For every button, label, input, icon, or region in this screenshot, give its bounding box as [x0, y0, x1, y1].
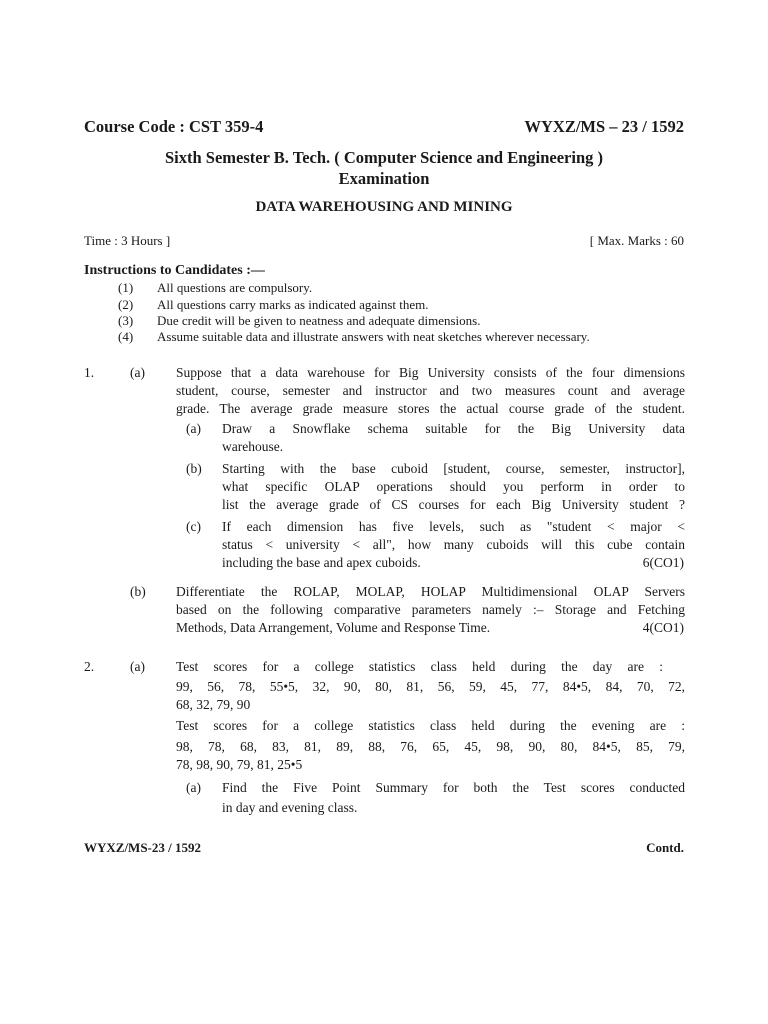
- question-text-line: what specific OLAP operations should you perform in order to: [222, 479, 685, 494]
- marks-label: 4(CO1): [642, 620, 684, 635]
- question-text-line: Test scores for a college statistics class held during the day are :: [176, 659, 663, 674]
- semester-line: Sixth Semester B. Tech. ( Computer Science and Engineering ): [164, 148, 603, 167]
- subpart-label: (c): [186, 519, 201, 534]
- time-allowed: Time : 3 Hours ]: [84, 233, 171, 248]
- question-text-line: Suppose that a data warehouse for Big University consists of the four dimensions: [176, 365, 685, 380]
- question-text-line: status < university < all", how many cuboids will this cube contain: [222, 537, 685, 552]
- question-text-line: 99, 56, 78, 55•5, 32, 90, 80, 81, 56, 59, 45, 77, 84•5, 84, 70, 72,: [176, 679, 685, 694]
- question-text-line: Draw a Snowflake schema suitable for the Big University data: [222, 421, 685, 436]
- max-marks: [ Max. Marks : 60: [589, 233, 684, 248]
- question-number: 1.: [84, 365, 95, 380]
- subpart-label: (a): [186, 780, 201, 795]
- examination-title: Examination: [338, 169, 430, 188]
- question-text-line: student, course, semester and instructor and two measures count and average: [176, 383, 685, 398]
- part-label: (a): [130, 659, 145, 674]
- course-code: Course Code : CST 359-4: [84, 117, 264, 136]
- instruction-text: All questions carry marks as indicated against them.: [157, 297, 429, 312]
- question-text-line: in day and evening class.: [222, 800, 358, 815]
- subpart-label: (b): [186, 461, 202, 476]
- question-text-line: Starting with the base cuboid [student, course, semester, instructor],: [222, 461, 685, 476]
- question-text-line: based on the following comparative parameters namely :– Storage and Fetching: [176, 602, 685, 617]
- question-text-line: warehouse.: [222, 439, 284, 454]
- footer-contd: Contd.: [646, 840, 684, 855]
- part-label: (b): [130, 584, 146, 599]
- marks-label: 6(CO1): [642, 555, 684, 570]
- instruction-number: (4): [118, 329, 134, 344]
- instructions-title: Instructions to Candidates :—: [84, 263, 265, 278]
- instruction-text: Assume suitable data and illustrate answers with neat sketches wherever necessary.: [157, 329, 590, 344]
- question-text-line: grade. The average grade measure stores the actual course grade of the student.: [176, 401, 685, 416]
- question-text-line: list the average grade of CS courses for each Big University student ?: [222, 497, 685, 512]
- question-text-line: Test scores for a college statistics class held during the evening are :: [176, 718, 685, 733]
- question-text-line: including the base and apex cuboids.: [222, 555, 421, 570]
- question-text-line: 78, 98, 90, 79, 81, 25•5: [176, 757, 303, 772]
- instruction-text: All questions are compulsory.: [157, 280, 313, 295]
- question-text-line: Methods, Data Arrangement, Volume and Response Time.: [176, 620, 491, 635]
- question-text-line: Differentiate the ROLAP, MOLAP, HOLAP Multidimensional OLAP Servers: [176, 584, 685, 599]
- question-text-line: 98, 78, 68, 83, 81, 89, 88, 76, 65, 45, 98, 90, 80, 84•5, 85, 79,: [176, 739, 685, 754]
- paper-code: WYXZ/MS – 23 / 1592: [524, 117, 684, 136]
- instruction-number: (2): [118, 297, 134, 312]
- footer-paper-code: WYXZ/MS-23 / 1592: [84, 840, 201, 855]
- subject-title: DATA WAREHOUSING AND MINING: [255, 199, 513, 215]
- subpart-label: (a): [186, 421, 201, 436]
- part-label: (a): [130, 365, 145, 380]
- question-text-line: Find the Five Point Summary for both the Test scores conducted: [222, 780, 685, 795]
- instruction-number: (1): [118, 280, 134, 295]
- question-number: 2.: [84, 659, 95, 674]
- instruction-number: (3): [118, 313, 134, 328]
- question-text-line: If each dimension has five levels, such as "student < major <: [222, 519, 685, 534]
- instruction-text: Due credit will be given to neatness and adequate dimensions.: [157, 313, 481, 328]
- question-text-line: 68, 32, 79, 90: [176, 697, 251, 712]
